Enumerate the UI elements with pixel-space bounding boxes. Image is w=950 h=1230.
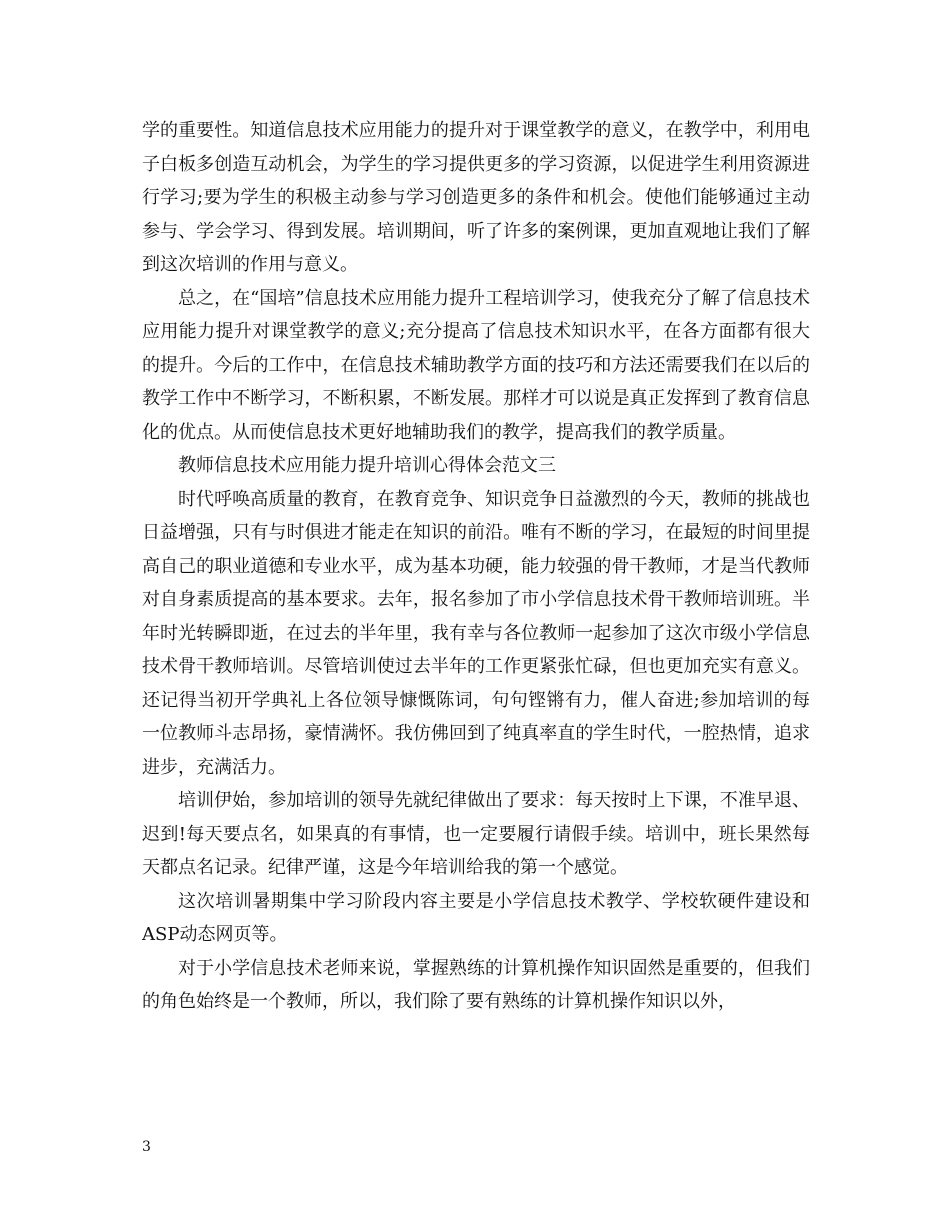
paragraph-summary: 总之，在“国培”信息技术应用能力提升工程培训学习，使我充分了解了信息技术应用能力提升对课堂教学的意义;充分提高了信息技术知识水平，在各方面都有很大的提升。今后的工作中，在信息技术辅助教学方面的技巧和方法还需要我们在以后的教学工作中不断学习，不断积累，不断发展。那样才可以说是真正发挥到了教育信息化的优点。从而使信息技术更好地辅助我们的教学，提高我们的教学质量。 (142, 287, 810, 443)
body-text (142, 114, 810, 1019)
paragraph-content: 这次培训暑期集中学习阶段内容主要是小学信息技术教学、学校软硬件建设和ASP动态网页等。 (142, 890, 810, 945)
page-number: 3 (142, 1139, 151, 1155)
paragraph-teacher-role: 对于小学信息技术老师来说，掌握熟练的计算机操作知识固然是重要的，但我们的角色始终是一个教师，所以，我们除了要有熟练的计算机操作知识以外， (142, 957, 810, 1012)
section-heading: 教师信息技术应用能力提升培训心得体会范文三 (178, 455, 556, 476)
paragraph-discipline: 培训伊始，参加培训的领导先就纪律做出了要求：每天按时上下课，不准早退、迟到!每天要点名，如果真的有事情，也一定要履行请假手续。培训中，班长果然每天都点名记录。纪律严谨，这是今年培训给我的第一个感觉。 (142, 790, 810, 878)
paragraph-continuation: 学的重要性。知道信息技术应用能力的提升对于课堂教学的意义，在教学中，利用电子白板多创造互动机会，为学生的学习提供更多的学习资源，以促进学生利用资源进行学习;要为学生的积极主动参与学习创造更多的条件和机会。使他们能够通过主动参与、学会学习、得到发展。培训期间，听了许多的案例课，更加直观地让我们了解到这次培训的作用与意义。 (142, 120, 810, 275)
paragraph-intro: 时代呼唤高质量的教育，在教育竞争、知识竞争日益激烈的今天，教师的挑战也日益增强，只有与时俱进才能走在知识的前沿。唯有不断的学习，在最短的时间里提高自己的职业道德和专业水平，成为基本功硬，能力较强的骨干教师，才是当代教师对自身素质提高的基本要求。去年，报名参加了市小学信息技术骨干教师培训班。半年时光转瞬即逝，在过去的半年里，我有幸与各位教师一起参加了这次市级小学信息技术骨干教师培训。尽管培训使过去半年的工作更紧张忙碌，但也更加充实有意义。还记得当初开学典礼上各位领导慷慨陈词，句句铿锵有力，催人奋进;参加培训的每一位教师斗志昂扬，豪情满怀。我仿佛回到了纯真率直的学生时代，一腔热情，追求进步，充满活力。 (142, 488, 810, 778)
